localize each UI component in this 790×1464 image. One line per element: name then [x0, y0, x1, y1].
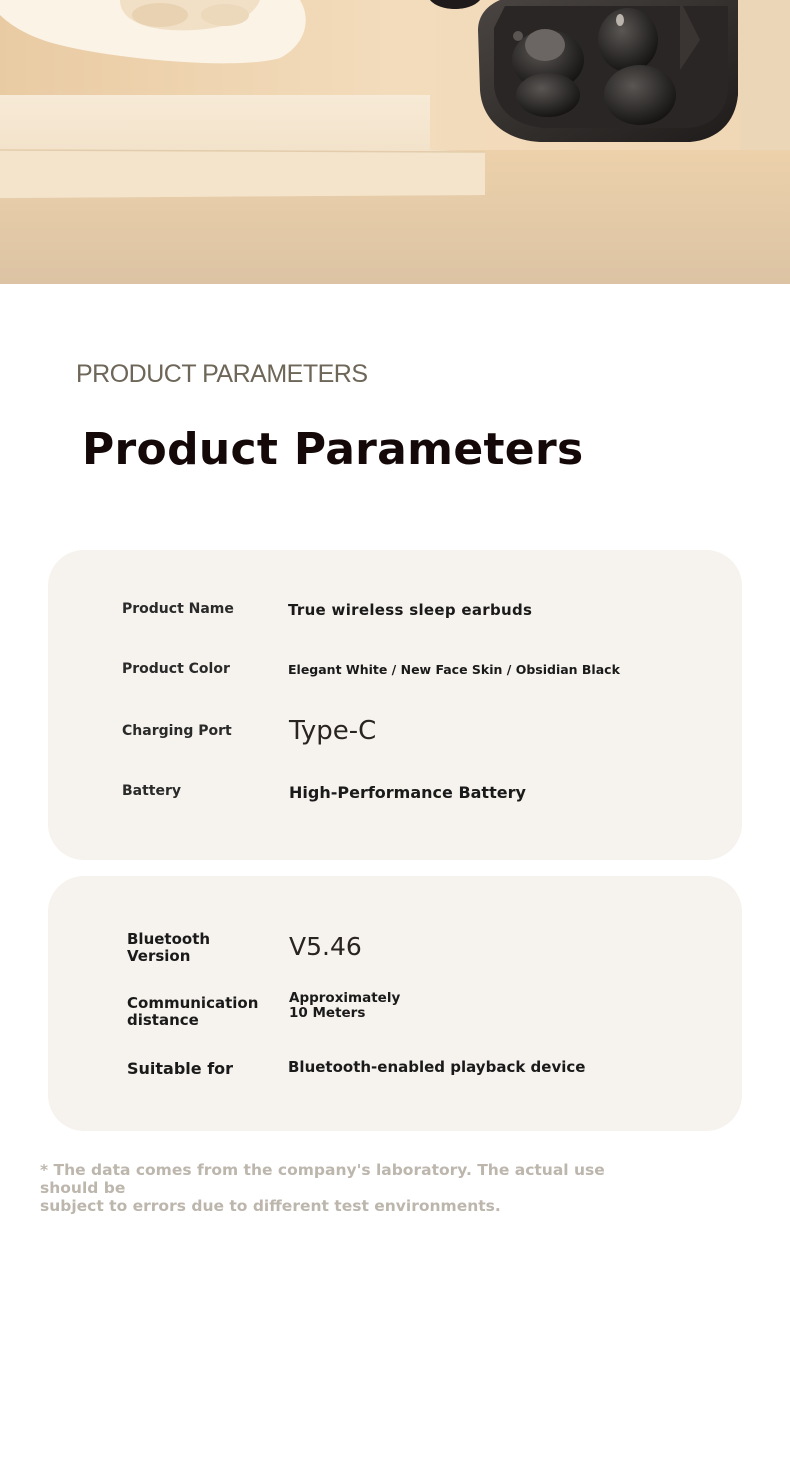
param-value-charging-port: Type-C: [289, 716, 377, 746]
param-label-suitable-for: Suitable for: [127, 1059, 234, 1078]
params-card-secondary: [48, 876, 742, 1131]
param-value-communication-distance: [289, 991, 400, 1021]
param-value-battery: High-Performance Battery: [289, 783, 526, 802]
param-label-communication-distance: [127, 995, 258, 1029]
param-label-battery: Battery: [122, 783, 182, 799]
param-value-bluetooth-version: V5.46: [289, 932, 362, 961]
page-title: Product Parameters: [82, 424, 584, 475]
params-card-primary: [48, 550, 742, 860]
param-value-product-name: True wireless sleep earbuds: [288, 601, 533, 619]
param-label-line: distance: [127, 1011, 199, 1029]
param-label-line: Version: [127, 947, 191, 965]
param-value-line: Approximately: [289, 990, 401, 1006]
param-label-product-color: Product Color: [122, 661, 230, 677]
earbuds-product-photo: [0, 0, 790, 284]
disclaimer-footnote: [40, 1161, 650, 1215]
footnote-line: * The data comes from the company's laboratory. The actual use should be: [40, 1161, 605, 1197]
param-label-product-name: Product Name: [122, 601, 234, 617]
param-value-product-color: Elegant White / New Face Skin / Obsidian Black: [288, 662, 620, 677]
param-label-line: Communication: [127, 994, 259, 1012]
param-label-bluetooth-version: [127, 931, 210, 965]
param-label-charging-port: Charging Port: [122, 723, 232, 739]
param-value-suitable-for: Bluetooth-enabled playback device: [288, 1058, 586, 1076]
footnote-line: subject to errors due to different test environments.: [40, 1197, 501, 1215]
section-eyebrow: PRODUCT PARAMETERS: [76, 360, 368, 388]
param-value-line: 10 Meters: [289, 1005, 366, 1021]
param-label-line: Bluetooth: [127, 930, 211, 948]
hero-product-image: [0, 0, 790, 284]
